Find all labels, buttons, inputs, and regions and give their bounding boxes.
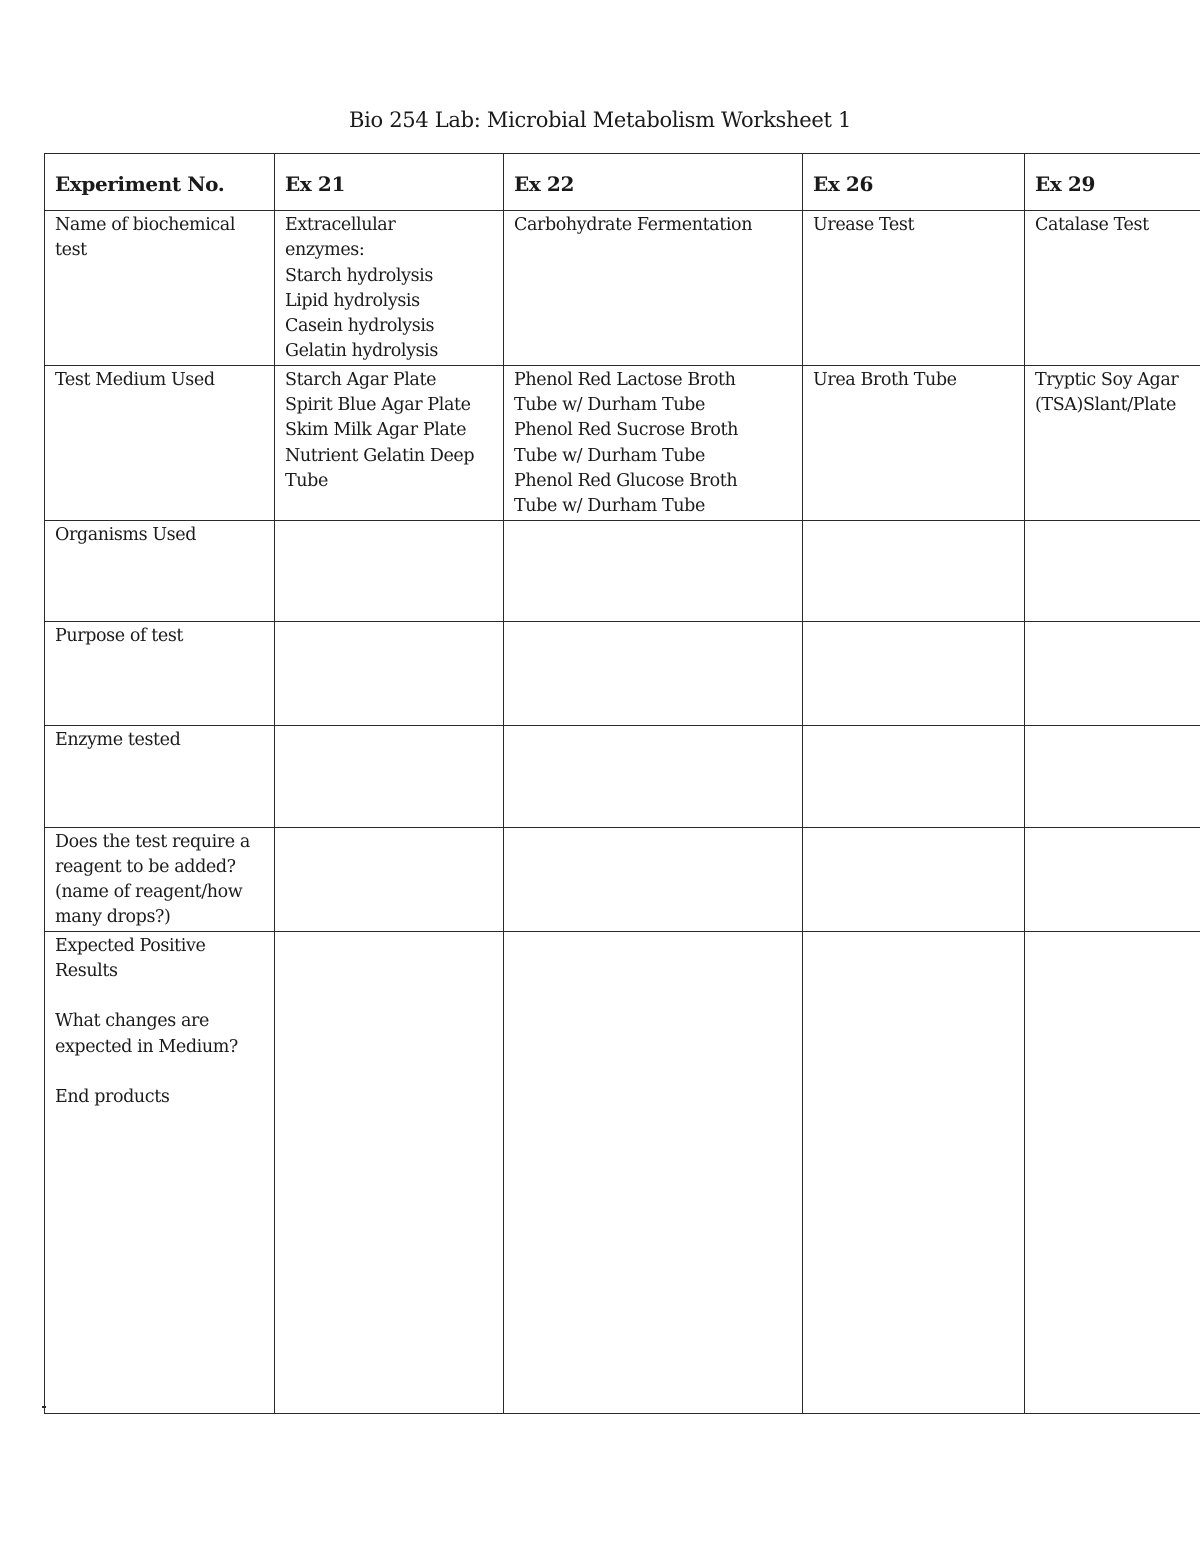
header-row xyxy=(45,154,1200,211)
label-purpose: Purpose of test xyxy=(45,621,275,725)
header-ex21: Ex 21 xyxy=(275,154,504,211)
row-reagent xyxy=(45,827,1200,931)
cell-ex29-medium[interactable]: Tryptic Soy Agar (TSA)Slant/Plate xyxy=(1025,365,1200,520)
cell-ex22-medium[interactable]: Phenol Red Lactose Broth Tube w/ Durham Tube Phenol Red Sucrose Broth Tube w/ Durham Tube Phenol Red Glucose Broth Tube w/ Durham Tube xyxy=(504,365,803,520)
cell-ex26-organisms[interactable] xyxy=(803,520,1025,621)
cell-ex29-enzyme[interactable] xyxy=(1025,725,1200,827)
cell-ex21-medium[interactable]: Starch Agar Plate Spirit Blue Agar Plate Skim Milk Agar Plate Nutrient Gelatin Deep Tube xyxy=(275,365,504,520)
label-organisms: Organisms Used xyxy=(45,520,275,621)
cell-ex29-organisms[interactable] xyxy=(1025,520,1200,621)
cell-ex22-test-name[interactable]: Carbohydrate Fermentation xyxy=(504,211,803,366)
row-test-medium xyxy=(45,365,1200,520)
cell-ex21-expected[interactable] xyxy=(275,931,504,1413)
cell-ex22-reagent[interactable] xyxy=(504,827,803,931)
worksheet-table xyxy=(44,153,1200,1414)
row-organisms xyxy=(45,520,1200,621)
row-purpose xyxy=(45,621,1200,725)
cell-ex21-purpose[interactable] xyxy=(275,621,504,725)
cell-ex22-purpose[interactable] xyxy=(504,621,803,725)
label-reagent: Does the test require a reagent to be added? (name of reagent/how many drops?) xyxy=(45,827,275,931)
worksheet-title: Bio 254 Lab: Microbial Metabolism Worksheet 1 xyxy=(348,108,852,132)
label-test-name: Name of biochemical test xyxy=(45,211,275,366)
cell-ex21-enzyme[interactable] xyxy=(275,725,504,827)
label-expected-results: Expected Positive Results What changes are expected in Medium? End products xyxy=(45,931,275,1413)
cell-ex29-reagent[interactable] xyxy=(1025,827,1200,931)
cell-ex29-purpose[interactable] xyxy=(1025,621,1200,725)
cell-ex22-expected[interactable] xyxy=(504,931,803,1413)
cell-ex26-test-name[interactable]: Urease Test xyxy=(803,211,1025,366)
cell-ex26-enzyme[interactable] xyxy=(803,725,1025,827)
cell-ex22-enzyme[interactable] xyxy=(504,725,803,827)
cell-ex21-test-name[interactable]: Extracellular enzymes: Starch hydrolysis Lipid hydrolysis Casein hydrolysis Gelatin hydrolysis xyxy=(275,211,504,366)
cell-ex22-organisms[interactable] xyxy=(504,520,803,621)
cell-ex29-test-name[interactable]: Catalase Test xyxy=(1025,211,1200,366)
cell-ex26-purpose[interactable] xyxy=(803,621,1025,725)
cell-ex26-expected[interactable] xyxy=(803,931,1025,1413)
header-ex22: Ex 22 xyxy=(504,154,803,211)
label-test-medium: Test Medium Used xyxy=(45,365,275,520)
table-edge-mark xyxy=(42,1406,46,1408)
header-ex26: Ex 26 xyxy=(803,154,1025,211)
cell-ex26-reagent[interactable] xyxy=(803,827,1025,931)
label-enzyme: Enzyme tested xyxy=(45,725,275,827)
row-test-name xyxy=(45,211,1200,366)
cell-ex21-organisms[interactable] xyxy=(275,520,504,621)
row-expected-results xyxy=(45,931,1200,1413)
header-ex29: Ex 29 xyxy=(1025,154,1200,211)
cell-ex29-expected[interactable] xyxy=(1025,931,1200,1413)
cell-ex21-reagent[interactable] xyxy=(275,827,504,931)
cell-ex26-medium[interactable]: Urea Broth Tube xyxy=(803,365,1025,520)
header-experiment-no: Experiment No. xyxy=(45,154,275,211)
row-enzyme xyxy=(45,725,1200,827)
